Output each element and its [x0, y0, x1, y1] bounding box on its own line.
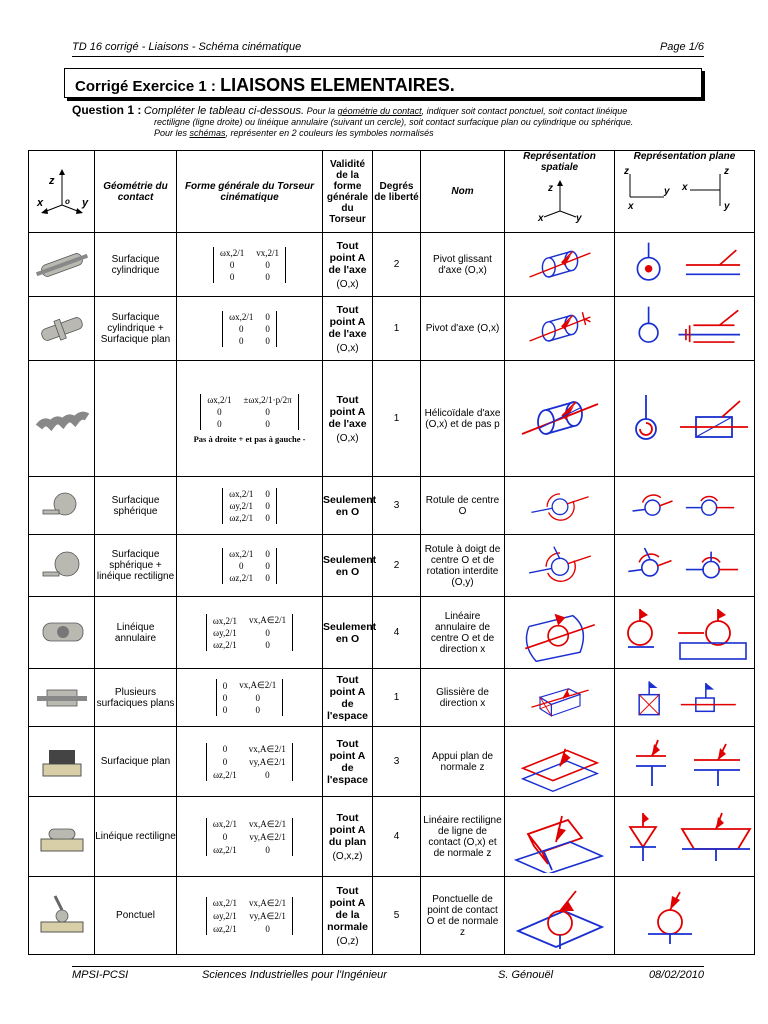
part-image-cell: [29, 477, 95, 535]
table-row: [29, 727, 755, 797]
part-image-cell: [29, 877, 95, 955]
spatial-cell: [505, 477, 615, 535]
dof-cell: 3: [373, 727, 421, 797]
torsor-matrix: ωx,2/1 0 ωy,2/1 0 ωz,2/1 0: [222, 488, 277, 524]
plane-symbol: [618, 881, 752, 951]
header-torsor: Forme générale du Torseur cinématique: [177, 151, 323, 233]
part-image-cell: [29, 233, 95, 297]
spatial-cell: [505, 361, 615, 477]
torsor-matrix: ωx,2/1 vx,2/1 0 0 0 0: [213, 247, 286, 283]
header-validity: Validité de la forme générale du Torseur: [323, 151, 373, 233]
torsor-cell: [177, 297, 323, 361]
part-image: [33, 397, 91, 441]
validity-cell: Seulement en O: [323, 477, 373, 535]
header-spatial: Représentation spatiale z x y: [505, 151, 615, 233]
torsor-cell: [177, 477, 323, 535]
table-row: [29, 877, 755, 955]
dof-cell: 5: [373, 877, 421, 955]
svg-text:y: y: [723, 201, 730, 212]
svg-text:x: x: [681, 182, 688, 193]
svg-text:y: y: [81, 197, 88, 209]
geometry-cell: Ponctuel: [95, 877, 177, 955]
page-footer: [72, 966, 704, 983]
svg-text:o: o: [64, 197, 70, 206]
plane-symbol: [618, 731, 752, 793]
plane-symbol: [618, 365, 752, 473]
part-image-cell: [29, 361, 95, 477]
plane-cell: [615, 233, 755, 297]
footer-author: S. Génouël: [498, 969, 554, 981]
geometry-cell: Surfacique cylindrique: [95, 233, 177, 297]
part-image-cell: [29, 727, 95, 797]
spatial-symbol: [512, 301, 608, 357]
table-row: [29, 361, 755, 477]
dof-cell: 3: [373, 477, 421, 535]
spatial-symbol: [512, 481, 608, 531]
plane-cell: [615, 727, 755, 797]
validity-cell: Tout point A de l'espace: [323, 727, 373, 797]
svg-text:x: x: [627, 201, 634, 212]
torsor-matrix: ωx,2/1 ±ωx,2/1·p/2π 0 0 0 0: [200, 394, 298, 430]
validity-cell: Tout point A de l'axe (O,x): [323, 233, 373, 297]
validity-cell: Tout point A du plan (O,x,z): [323, 797, 373, 877]
spatial-symbol: [512, 365, 608, 473]
footer-date: 08/02/2010: [648, 969, 704, 981]
torsor-matrix: ωx,2/1 vx,A∈2/1 ωy,2/1 vy,A∈2/1 ωz,2/1 0: [206, 897, 293, 935]
name-cell: Rotule à doigt de centre O et de rotation interdite (O,y): [421, 535, 505, 597]
axes-3d-icon: [32, 160, 92, 220]
axes-plane-icon: [620, 162, 750, 212]
plane-cell: [615, 361, 755, 477]
header-left: TD 16 corrigé - Liaisons - Schéma cinématique: [72, 41, 302, 53]
header-plane: Représentation plane z y x z x y: [615, 151, 755, 233]
pitch-note: Pas à droite + et pas à gauche -: [193, 433, 306, 444]
plane-cell: [615, 797, 755, 877]
torsor-matrix: 0 vx,A∈2/1 0 vy,A∈2/1 ωz,2/1 0: [206, 743, 293, 781]
torsor-cell: [177, 877, 323, 955]
spatial-symbol: [512, 801, 608, 873]
name-cell: Rotule de centre O: [421, 477, 505, 535]
plane-symbol: [618, 539, 752, 593]
plane-cell: [615, 535, 755, 597]
plane-symbol: [618, 601, 752, 665]
part-image: [33, 611, 91, 655]
dof-cell: 2: [373, 535, 421, 597]
spatial-cell: [505, 597, 615, 669]
plane-symbol: [618, 237, 752, 293]
exercise-title-box: [64, 68, 702, 98]
torsor-matrix: ωx,2/1 0 0 0 ωz,2/1 0: [222, 548, 277, 584]
part-image: [33, 676, 91, 720]
part-image-cell: [29, 535, 95, 597]
header-name: Nom: [421, 151, 505, 233]
svg-text:x: x: [36, 197, 43, 209]
validity-cell: Tout point A de l'axe (O,x): [323, 361, 373, 477]
name-cell: Linéaire rectiligne de ligne de contact (O,x) et de normale z: [421, 797, 505, 877]
table-row: [29, 597, 755, 669]
torsor-matrix: 0 vx,A∈2/1 0 0 0 0: [216, 679, 284, 716]
plane-cell: [615, 297, 755, 361]
part-image: [33, 815, 91, 859]
dof-cell: 1: [373, 297, 421, 361]
geometry-cell: Linéique rectiligne: [95, 797, 177, 877]
plane-symbol: [618, 481, 752, 531]
name-cell: Hélicoïdale d'axe (O,x) et de pas p: [421, 361, 505, 477]
geometry-cell: Surfacique sphérique + linéique rectiligne: [95, 535, 177, 597]
svg-text:z: z: [547, 183, 553, 194]
plane-symbol: [618, 801, 752, 873]
header-geometry: Géométrie du contact: [95, 151, 177, 233]
footer-class: MPSI-PCSI: [72, 969, 129, 981]
torsor-cell: [177, 535, 323, 597]
footer-subject: Sciences Industrielles pour l'Ingénieur: [202, 969, 387, 981]
plane-symbol: [618, 301, 752, 357]
name-cell: Pivot d'axe (O,x): [421, 297, 505, 361]
part-image: [33, 484, 91, 528]
part-image-cell: [29, 597, 95, 669]
validity-cell: Tout point A de l'espace: [323, 669, 373, 727]
spatial-cell: [505, 877, 615, 955]
part-image: [33, 307, 91, 351]
table-row: [29, 233, 755, 297]
dof-cell: 1: [373, 361, 421, 477]
plane-cell: [615, 477, 755, 535]
part-image: [33, 544, 91, 588]
part-image: [33, 243, 91, 287]
torsor-matrix: ωx,2/1 vx,A∈2/1 ωy,2/1 0 ωz,2/1 0: [206, 614, 293, 651]
plane-cell: [615, 877, 755, 955]
table-row: [29, 797, 755, 877]
axes-header: [29, 151, 95, 233]
geometry-cell: [95, 361, 177, 477]
svg-text:y: y: [575, 213, 582, 223]
plane-cell: [615, 669, 755, 727]
validity-cell: Tout point A de la normale (O,z): [323, 877, 373, 955]
table-row: [29, 669, 755, 727]
dof-cell: 1: [373, 669, 421, 727]
dof-cell: 4: [373, 597, 421, 669]
exercise-title: Corrigé Exercice 1 : LIAISONS ELEMENTAIRES.: [75, 75, 455, 95]
name-cell: Pivot glissant d'axe (O,x): [421, 233, 505, 297]
page-number: Page 1/6: [659, 41, 704, 53]
torsor-cell: [177, 669, 323, 727]
validity-cell: Seulement en O: [323, 597, 373, 669]
svg-text:x: x: [537, 213, 544, 223]
spatial-cell: [505, 797, 615, 877]
geometry-cell: Linéique annulaire: [95, 597, 177, 669]
axes-spatial-icon: [530, 173, 590, 223]
name-cell: Ponctuelle de point de contact O et de normale z: [421, 877, 505, 955]
spatial-cell: [505, 297, 615, 361]
svg-text:y: y: [663, 186, 670, 197]
torsor-cell: [177, 233, 323, 297]
part-image: [33, 894, 91, 938]
table-row: [29, 477, 755, 535]
spatial-cell: [505, 669, 615, 727]
validity-cell: Tout point A de l'axe (O,x): [323, 297, 373, 361]
torsor-cell: [177, 361, 323, 477]
part-image-cell: [29, 669, 95, 727]
geometry-cell: Surfacique plan: [95, 727, 177, 797]
page-header: [72, 40, 704, 57]
name-cell: Appui plan de normale z: [421, 727, 505, 797]
part-image-cell: [29, 797, 95, 877]
plane-symbol: [618, 673, 752, 723]
torsor-matrix: ωx,2/1 vx,A∈2/1 0 vy,A∈2/1 ωz,2/1 0: [206, 818, 293, 856]
name-cell: Linéaire annulaire de centre O et de direction x: [421, 597, 505, 669]
svg-text:z: z: [723, 166, 729, 177]
geometry-cell: Surfacique sphérique: [95, 477, 177, 535]
part-image-cell: [29, 297, 95, 361]
svg-text:z: z: [48, 175, 54, 187]
liaisons-table: [28, 150, 755, 955]
dof-cell: 2: [373, 233, 421, 297]
spatial-symbol: [512, 731, 608, 793]
spatial-cell: [505, 233, 615, 297]
question-text: Question 1 : Compléter le tableau ci-dessous. Pour la géométrie du contact, indiquer soit contact ponctuel, soit contact linéique rectiligne (ligne droite) ou linéique annulaire (suivant un cercle), soit contact surfacique plan ou cylindrique ou sphérique. Pour les schémas, représenter en 2 couleurs les symboles normalisés: [72, 103, 634, 138]
part-image: [33, 740, 91, 784]
geometry-cell: Surfacique cylindrique + Surfacique plan: [95, 297, 177, 361]
validity-cell: Seulement en O: [323, 535, 373, 597]
table-row: [29, 297, 755, 361]
spatial-symbol: [512, 601, 608, 665]
torsor-cell: [177, 797, 323, 877]
svg-text:z: z: [623, 166, 629, 177]
table-row: [29, 535, 755, 597]
spatial-symbol: [512, 673, 608, 723]
torsor-cell: [177, 727, 323, 797]
spatial-symbol: [512, 881, 608, 951]
plane-cell: [615, 597, 755, 669]
dof-cell: 4: [373, 797, 421, 877]
spatial-cell: [505, 535, 615, 597]
geometry-cell: Plusieurs surfaciques plans: [95, 669, 177, 727]
spatial-symbol: [512, 237, 608, 293]
torsor-cell: [177, 597, 323, 669]
name-cell: Glissière de direction x: [421, 669, 505, 727]
header-dof: Degrés de liberté: [373, 151, 421, 233]
spatial-cell: [505, 727, 615, 797]
torsor-matrix: ωx,2/1 0 0 0 0 0: [222, 311, 277, 347]
spatial-symbol: [512, 539, 608, 593]
